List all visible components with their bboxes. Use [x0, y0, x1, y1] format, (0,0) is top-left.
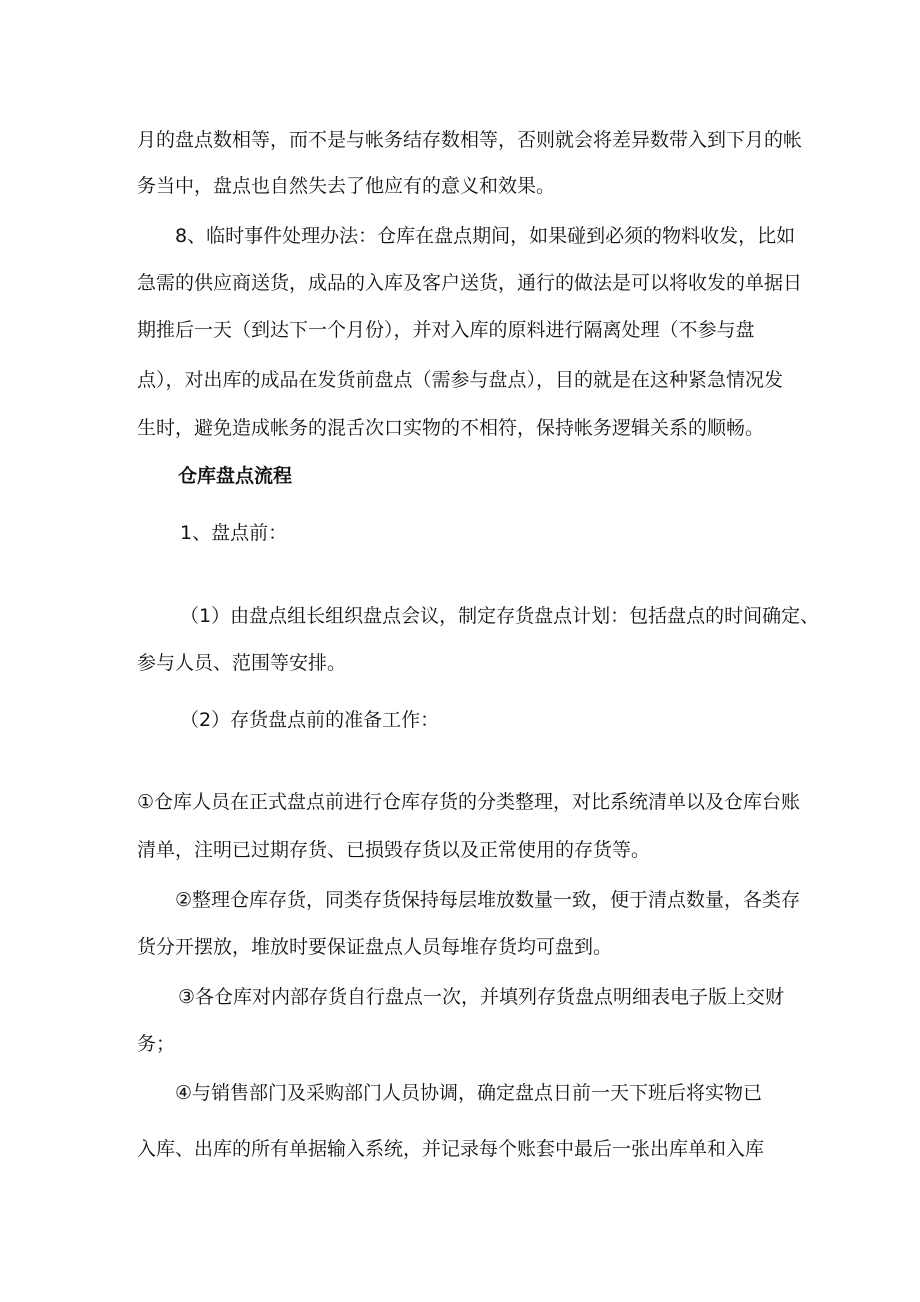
text-line: 清单，注明已过期存货、已损毁存货以及正常使用的存货等。 — [137, 839, 651, 861]
text-line: 务当中，盘点也自然失去了他应有的意义和效果。 — [137, 175, 556, 197]
text-line: 月的盘点数相等，而不是与帐务结存数相等，否则就会将差异数带入到下月的帐 — [137, 129, 803, 151]
text-line: 货分开摆放，堆放时要保证盘点人员每堆存货均可盘到。 — [137, 936, 613, 958]
text-line: 期推后一天（到达下一个月份），并对入库的原料进行隔离处理（不参与盘 — [137, 319, 755, 341]
text-line: 急需的供应商送货，成品的入库及客户送货，通行的做法是可以将收发的单据日 — [137, 272, 803, 294]
text-line: 务； — [137, 1033, 176, 1055]
text-line: 1、盘点前： — [180, 522, 288, 544]
text-line: （1）由盘点组长组织盘点会议，制定存货盘点计划：包括盘点的时间确定、 — [180, 605, 820, 627]
text-line: ④与销售部门及采购部门人员协调，确定盘点日前一天下班后将实物已 — [175, 1082, 763, 1104]
text-line: ①仓库人员在正式盘点前进行仓库存货的分类整理，对比系统清单以及仓库台账 — [137, 791, 801, 813]
text-line: 8、临时事件处理办法：仓库在盘点期间，如果碰到必须的物料收发，比如 — [175, 225, 796, 247]
text-line: 点），对出库的成品在发货前盘点（需参与盘点），目的就是在这种紧急情况发 — [137, 369, 784, 391]
text-line: ③各仓库对内部存货自行盘点一次，并填列存货盘点明细表电子版上交财 — [178, 986, 785, 1008]
text-line: 参与人员、范围等安排。 — [137, 652, 347, 674]
text-line: 入库、出库的所有单据输入系统，并记录每个账套中最后一张出库单和入库 — [137, 1138, 765, 1160]
text-line: 生时，避免造成帐务的混舌次口实物的不相符，保持帐务逻辑关系的顺畅。 — [137, 417, 765, 439]
text-line: ②整理仓库存货，同类存货保持每层堆放数量一致，便于清点数量，各类存 — [175, 889, 801, 911]
text-line: （2）存货盘点前的准备工作： — [180, 709, 440, 731]
section-heading: 仓库盘点流程 — [178, 465, 293, 487]
